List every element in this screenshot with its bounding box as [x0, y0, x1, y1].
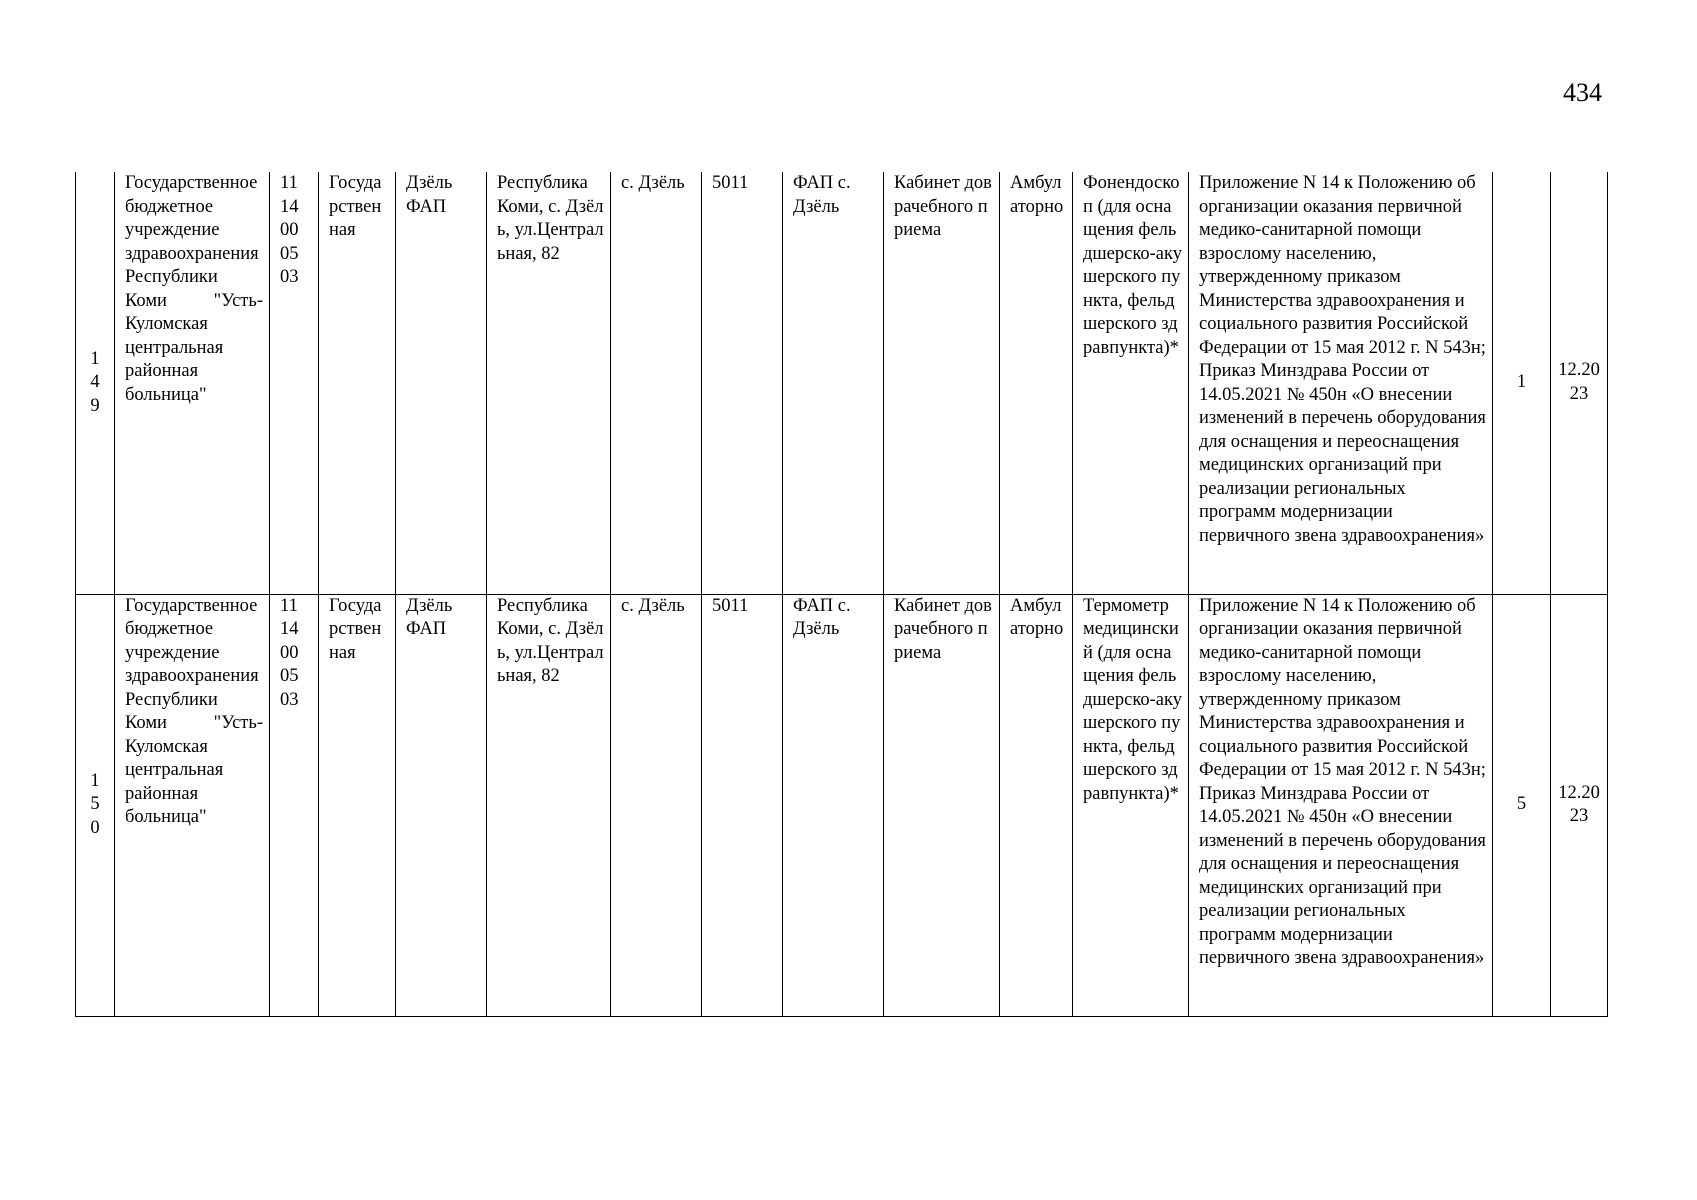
- equipment-name: Термометр медицинский (для оснащения фельдшерско-акушерского пункта, фельдшерского здравпункта)*: [1083, 595, 1182, 804]
- row-number: 150: [90, 770, 100, 838]
- quantity-cell: [1493, 172, 1551, 594]
- institution-cell: [115, 594, 270, 1016]
- ownership-cell: [319, 594, 396, 1016]
- legal-basis: Приложение N 14 к Положению об организации оказания первичной медико-санитарной помощи взрослому населению, утвержденному приказом Министерства здравоохранения и социального развития Российской Федерации от 15 мая 2012 г. N 543н; Приказ Минздрава России от 14.05.2021 № 450н «О внесении изменений в перечень оборудования для оснащения и переоснащения медицинских организаций при реализации региональных программ модернизации первичного звена здравоохранения»: [1199, 595, 1486, 968]
- care-form: Амбулаторно: [1010, 173, 1064, 217]
- facility-address: Республика Коми, с. Дзёль, ул.Центральная, 82: [497, 173, 604, 264]
- equipment-name: Фонендоскоп (для оснащения фельдшерско-акушерского пункта, фельдшерского здравпункта)*: [1083, 173, 1182, 358]
- table-row: [76, 594, 1608, 1016]
- row-number-cell: [76, 172, 115, 594]
- planned-date: 12.2023: [1558, 360, 1600, 404]
- room-cell: [884, 172, 1000, 594]
- institution-name: Государственное бюджетное учреждение здравоохранения Республики Коми "Усть-Куломская центральная районная больница": [125, 595, 263, 827]
- facility-name: Дзёль ФАП: [406, 173, 453, 217]
- locality-code: 5011: [712, 595, 749, 616]
- equipment-table: [75, 172, 1608, 1017]
- facility-name: Дзёль ФАП: [406, 595, 453, 639]
- address-cell: [487, 172, 611, 594]
- ownership-type: Государственная: [329, 173, 382, 240]
- facility-cell: [396, 594, 487, 1016]
- basis-cell: [1189, 594, 1493, 1016]
- equipment-cell: [1073, 172, 1189, 594]
- legal-basis: Приложение N 14 к Положению об организации оказания первичной медико-санитарной помощи взрослому населению, утвержденному приказом Министерства здравоохранения и социального развития Российской Федерации от 15 мая 2012 г. N 543н; Приказ Минздрава России от 14.05.2021 № 450н «О внесении изменений в перечень оборудования для оснащения и переоснащения медицинских организаций при реализации региональных программ модернизации первичного звена здравоохранения»: [1199, 173, 1486, 546]
- care-form-cell: [1000, 594, 1073, 1016]
- room-cell: [884, 594, 1000, 1016]
- facility-cell: [396, 172, 487, 594]
- care-form: Амбулаторно: [1010, 595, 1064, 639]
- table-row: [76, 172, 1608, 594]
- planned-date: 12.2023: [1558, 782, 1600, 826]
- ownership-cell: [319, 172, 396, 594]
- locality-cell: [611, 594, 702, 1016]
- unit-name: ФАП с. Дзёль: [793, 173, 851, 217]
- institution-cell: [115, 172, 270, 594]
- ownership-type: Государственная: [329, 595, 382, 663]
- equipment-quantity: 5: [1516, 794, 1527, 815]
- locality-cell: [611, 172, 702, 594]
- unit-cell: [783, 594, 884, 1016]
- row-number-cell: [76, 594, 115, 1016]
- date-cell: [1551, 594, 1608, 1016]
- locality-code: 5011: [712, 173, 749, 193]
- quantity-cell: [1493, 594, 1551, 1016]
- unit-name: ФАП с. Дзёль: [793, 595, 851, 639]
- equipment-quantity: 1: [1516, 372, 1527, 392]
- postcode-cell: [702, 594, 783, 1016]
- postcode-cell: [702, 172, 783, 594]
- page-number: 434: [1563, 78, 1602, 107]
- locality-name: с. Дзёль: [621, 173, 685, 193]
- institution-name: Государственное бюджетное учреждение здравоохранения Республики Коми "Усть-Куломская центральная районная больница": [125, 173, 263, 405]
- institution-code: 11 14 00 05 03: [280, 173, 299, 287]
- care-form-cell: [1000, 172, 1073, 594]
- room-name: Кабинет доврачебного приема: [894, 595, 992, 663]
- facility-address: Республика Коми, с. Дзёль, ул.Центральная, 82: [497, 595, 604, 686]
- unit-cell: [783, 172, 884, 594]
- basis-cell: [1189, 172, 1493, 594]
- room-name: Кабинет доврачебного приема: [894, 173, 992, 240]
- address-cell: [487, 594, 611, 1016]
- equipment-cell: [1073, 594, 1189, 1016]
- code-cell: [270, 172, 319, 594]
- institution-code: 11 14 00 05 03: [280, 595, 299, 710]
- date-cell: [1551, 172, 1608, 594]
- code-cell: [270, 594, 319, 1016]
- row-number: 149: [90, 348, 100, 416]
- locality-name: с. Дзёль: [621, 595, 685, 616]
